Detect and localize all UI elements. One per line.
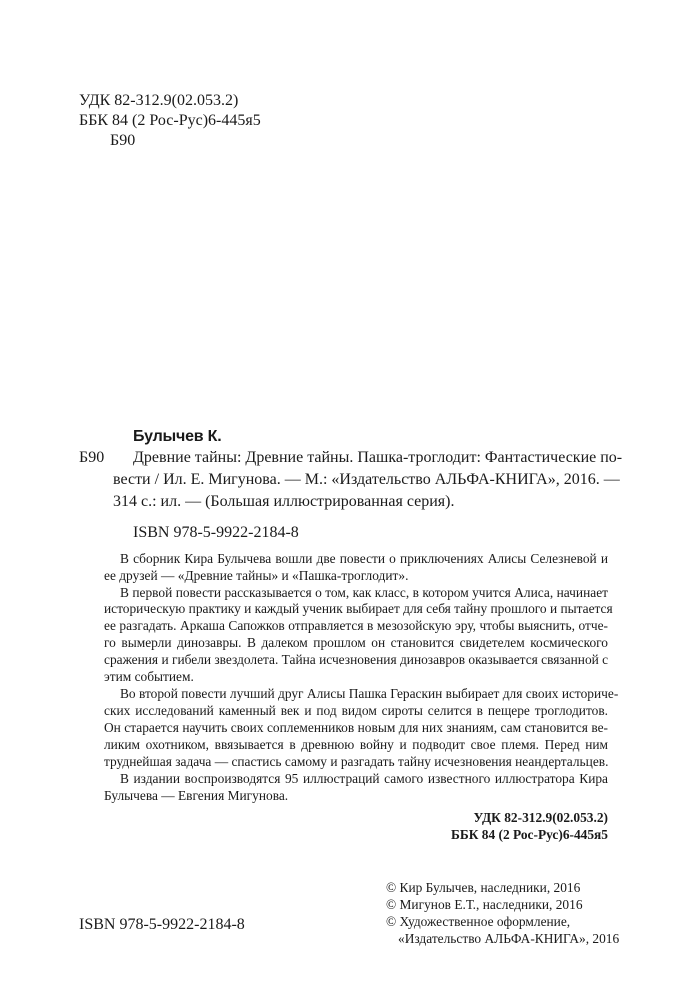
annotation-line: В издании воспроизводятся 95 иллюстраций самого известного иллюстратора Кира [120, 771, 608, 786]
copyright-line: © Мигунов Е.Т., наследники, 2016 [386, 897, 583, 912]
annotation-line: Он старается научить своих соплеменников новым для них знаниям, сам становится ве- [104, 720, 608, 735]
entry-description-line: вести / Ил. Е. Мигунова. — М.: «Издательство АЛЬФА-КНИГА», 2016. — [113, 471, 620, 488]
annotation-line: историческую практику и каждый ученик выбирает для себя тайну прошлого и пытается [104, 601, 613, 616]
entry-description-line: Древние тайны: Древние тайны. Пашка-троглодит: Фантастические по- [133, 449, 623, 466]
annotation-line: ее разгадать. Аркаша Сапожков отправляется в мезозойскую эру, чтобы выяснить, отче- [104, 618, 608, 633]
entry-author: Булычев К. [133, 428, 222, 445]
annotation-line: го вымерли динозавры. В далеком прошлом он становится свидетелем космического [104, 635, 608, 650]
annotation-line: ских исследований каменный век и под видом сироты селится в пещере троглодитов. [104, 703, 608, 718]
annotation-udk: УДК 82-312.9(02.053.2) [473, 810, 608, 825]
annotation-line: Во второй повести лучший друг Алисы Пашка Гераскин выбирает для своих историче- [120, 686, 619, 701]
annotation-line: ликим охотником, ввязывается в древнюю войну и подводит свое племя. Перед ним [104, 737, 608, 752]
annotation-line: В сборник Кира Булычева вошли две повести о приключениях Алисы Селезневой и [120, 551, 608, 566]
bbk-code: ББК 84 (2 Рос-Рус)6-445я5 [79, 112, 261, 129]
annotation-line: сражения и гибели звездолета. Тайна исчезновения динозавров оказывается связанной с [104, 652, 609, 667]
annotation-line: В первой повести рассказывается о том, как класс, в котором учится Алиса, начинает [120, 585, 608, 600]
annotation-line: ее друзей — «Древние тайны» и «Пашка-троглодит». [104, 568, 409, 583]
author-sign: Б90 [110, 132, 136, 149]
copyright-line: © Художественное оформление, [386, 914, 571, 929]
entry-isbn: ISBN 978-5-9922-2184-8 [133, 524, 299, 541]
entry-code: Б90 [79, 449, 105, 466]
annotation-bbk: ББК 84 (2 Рос-Рус)6-445я5 [451, 827, 608, 842]
copyright-line: © Кир Булычев, наследники, 2016 [386, 880, 581, 895]
annotation-line: этим событием. [104, 669, 194, 684]
footer-isbn: ISBN 978-5-9922-2184-8 [79, 916, 245, 933]
copyright-line: «Издательство АЛЬФА-КНИГА», 2016 [398, 931, 620, 946]
annotation-line: труднейшая задача — спастись самому и разгадать тайну исчезновения неандертальцев. [104, 754, 609, 769]
udk-code: УДК 82-312.9(02.053.2) [79, 92, 239, 109]
entry-description-line: 314 с.: ил. — (Большая иллюстрированная серия). [113, 493, 455, 510]
annotation-line: Булычева — Евгения Мигунова. [104, 788, 289, 803]
